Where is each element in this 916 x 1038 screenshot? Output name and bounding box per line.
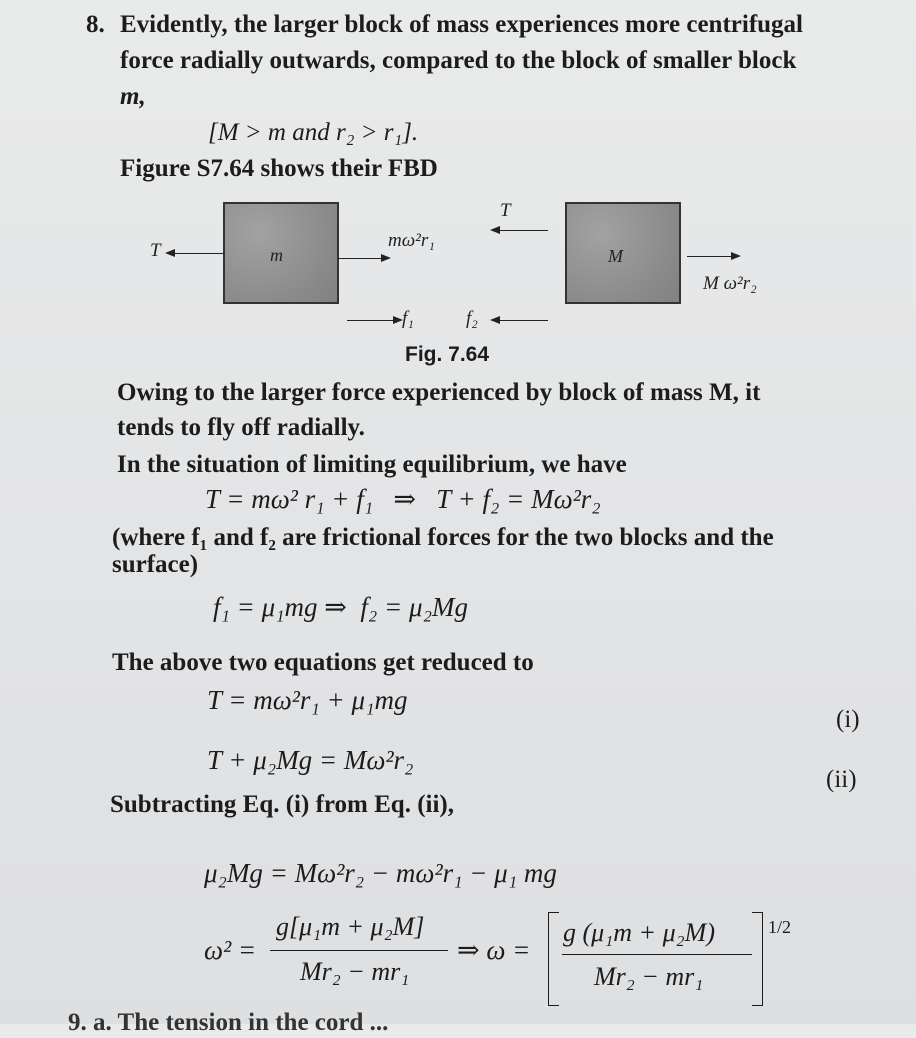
- equation-ii: T + μ₂Mg = Mω²r₂: [207, 745, 414, 775]
- paragraph-3a: (where f₁ and f₂ are frictional forces for the two blocks and the: [112, 524, 774, 551]
- tension-left-label: T: [150, 240, 161, 261]
- equation-4-numerator-1: g[μ₁m + μ₂M]: [276, 912, 425, 941]
- equation-4-denominator-2: Mr₂ − mr₁: [594, 962, 704, 991]
- condition-text: [M > m and r₂ > r₁].: [208, 119, 419, 146]
- figure-caption: Fig. 7.64: [405, 343, 490, 366]
- centrifugal-large-label: M ω²r₂: [703, 273, 757, 294]
- equation-2: f₁ = μ₁mg ⇒ f₂ = μ₂Mg: [213, 592, 468, 622]
- next-problem-partial: 9. a. The tension in the cord ...: [68, 1009, 389, 1036]
- paragraph-1b: tends to fly off radially.: [117, 414, 365, 441]
- tension-right-arrow: [492, 230, 548, 231]
- problem-number: 8.: [86, 11, 105, 38]
- equation-1: T = mω² r₁ + f₁ ⇒ T + f₂ = Mω²r₂: [205, 484, 601, 514]
- equation-4-exponent: 1/2: [768, 917, 792, 937]
- block-large-label: M: [608, 246, 623, 266]
- fraction-bar-1: [270, 950, 448, 951]
- equation-i: T = mω²r₁ + μ₁mg: [207, 685, 408, 715]
- equation-4-numerator-2: g (μ₁m + μ₂M): [563, 918, 715, 947]
- equation-ii-label: (ii): [826, 766, 857, 793]
- block-large-M: [565, 202, 681, 304]
- centrifugal-large-arrow: [687, 256, 739, 257]
- equation-4-denominator-1: Mr₂ − mr₁: [300, 957, 410, 986]
- centrifugal-small-arrow: [337, 258, 389, 259]
- figure-reference: Figure S7.64 shows their FBD: [120, 155, 438, 182]
- tension-left-arrow: [167, 253, 223, 254]
- equation-3: μ₂Mg = Mω²r₂ − mω²r₁ − μ₁ mg: [204, 858, 557, 888]
- paragraph-1a: Owing to the larger force experienced by block of mass M, it: [117, 379, 761, 406]
- right-bracket: [752, 912, 763, 1006]
- paragraph-4: The above two equations get reduced to: [112, 649, 534, 676]
- problem-line-3: m,: [120, 83, 146, 110]
- left-bracket: [548, 912, 559, 1006]
- equation-4-lhs: ω² =: [204, 935, 257, 965]
- equation-4-implies: ⇒ ω =: [457, 935, 531, 965]
- friction-small-label: f₁: [402, 308, 414, 329]
- tension-right-label: T: [500, 200, 511, 221]
- block-small-label: m: [270, 245, 283, 265]
- problem-line-2: force radially outwards, compared to the block of smaller block: [120, 47, 797, 74]
- problem-line-1: Evidently, the larger block of mass experiences more centrifugal: [120, 11, 803, 38]
- centrifugal-small-label: mω²r₁: [388, 230, 435, 251]
- paragraph-2: In the situation of limiting equilibrium, we have: [117, 451, 627, 478]
- paragraph-5: Subtracting Eq. (i) from Eq. (ii),: [110, 791, 454, 818]
- friction-large-arrow: [492, 320, 548, 321]
- friction-small-arrow: [347, 320, 401, 321]
- equation-i-label: (i): [836, 706, 860, 733]
- paragraph-3b: surface): [112, 551, 199, 578]
- fraction-bar-2: [562, 954, 752, 955]
- friction-large-label: f₂: [466, 308, 478, 329]
